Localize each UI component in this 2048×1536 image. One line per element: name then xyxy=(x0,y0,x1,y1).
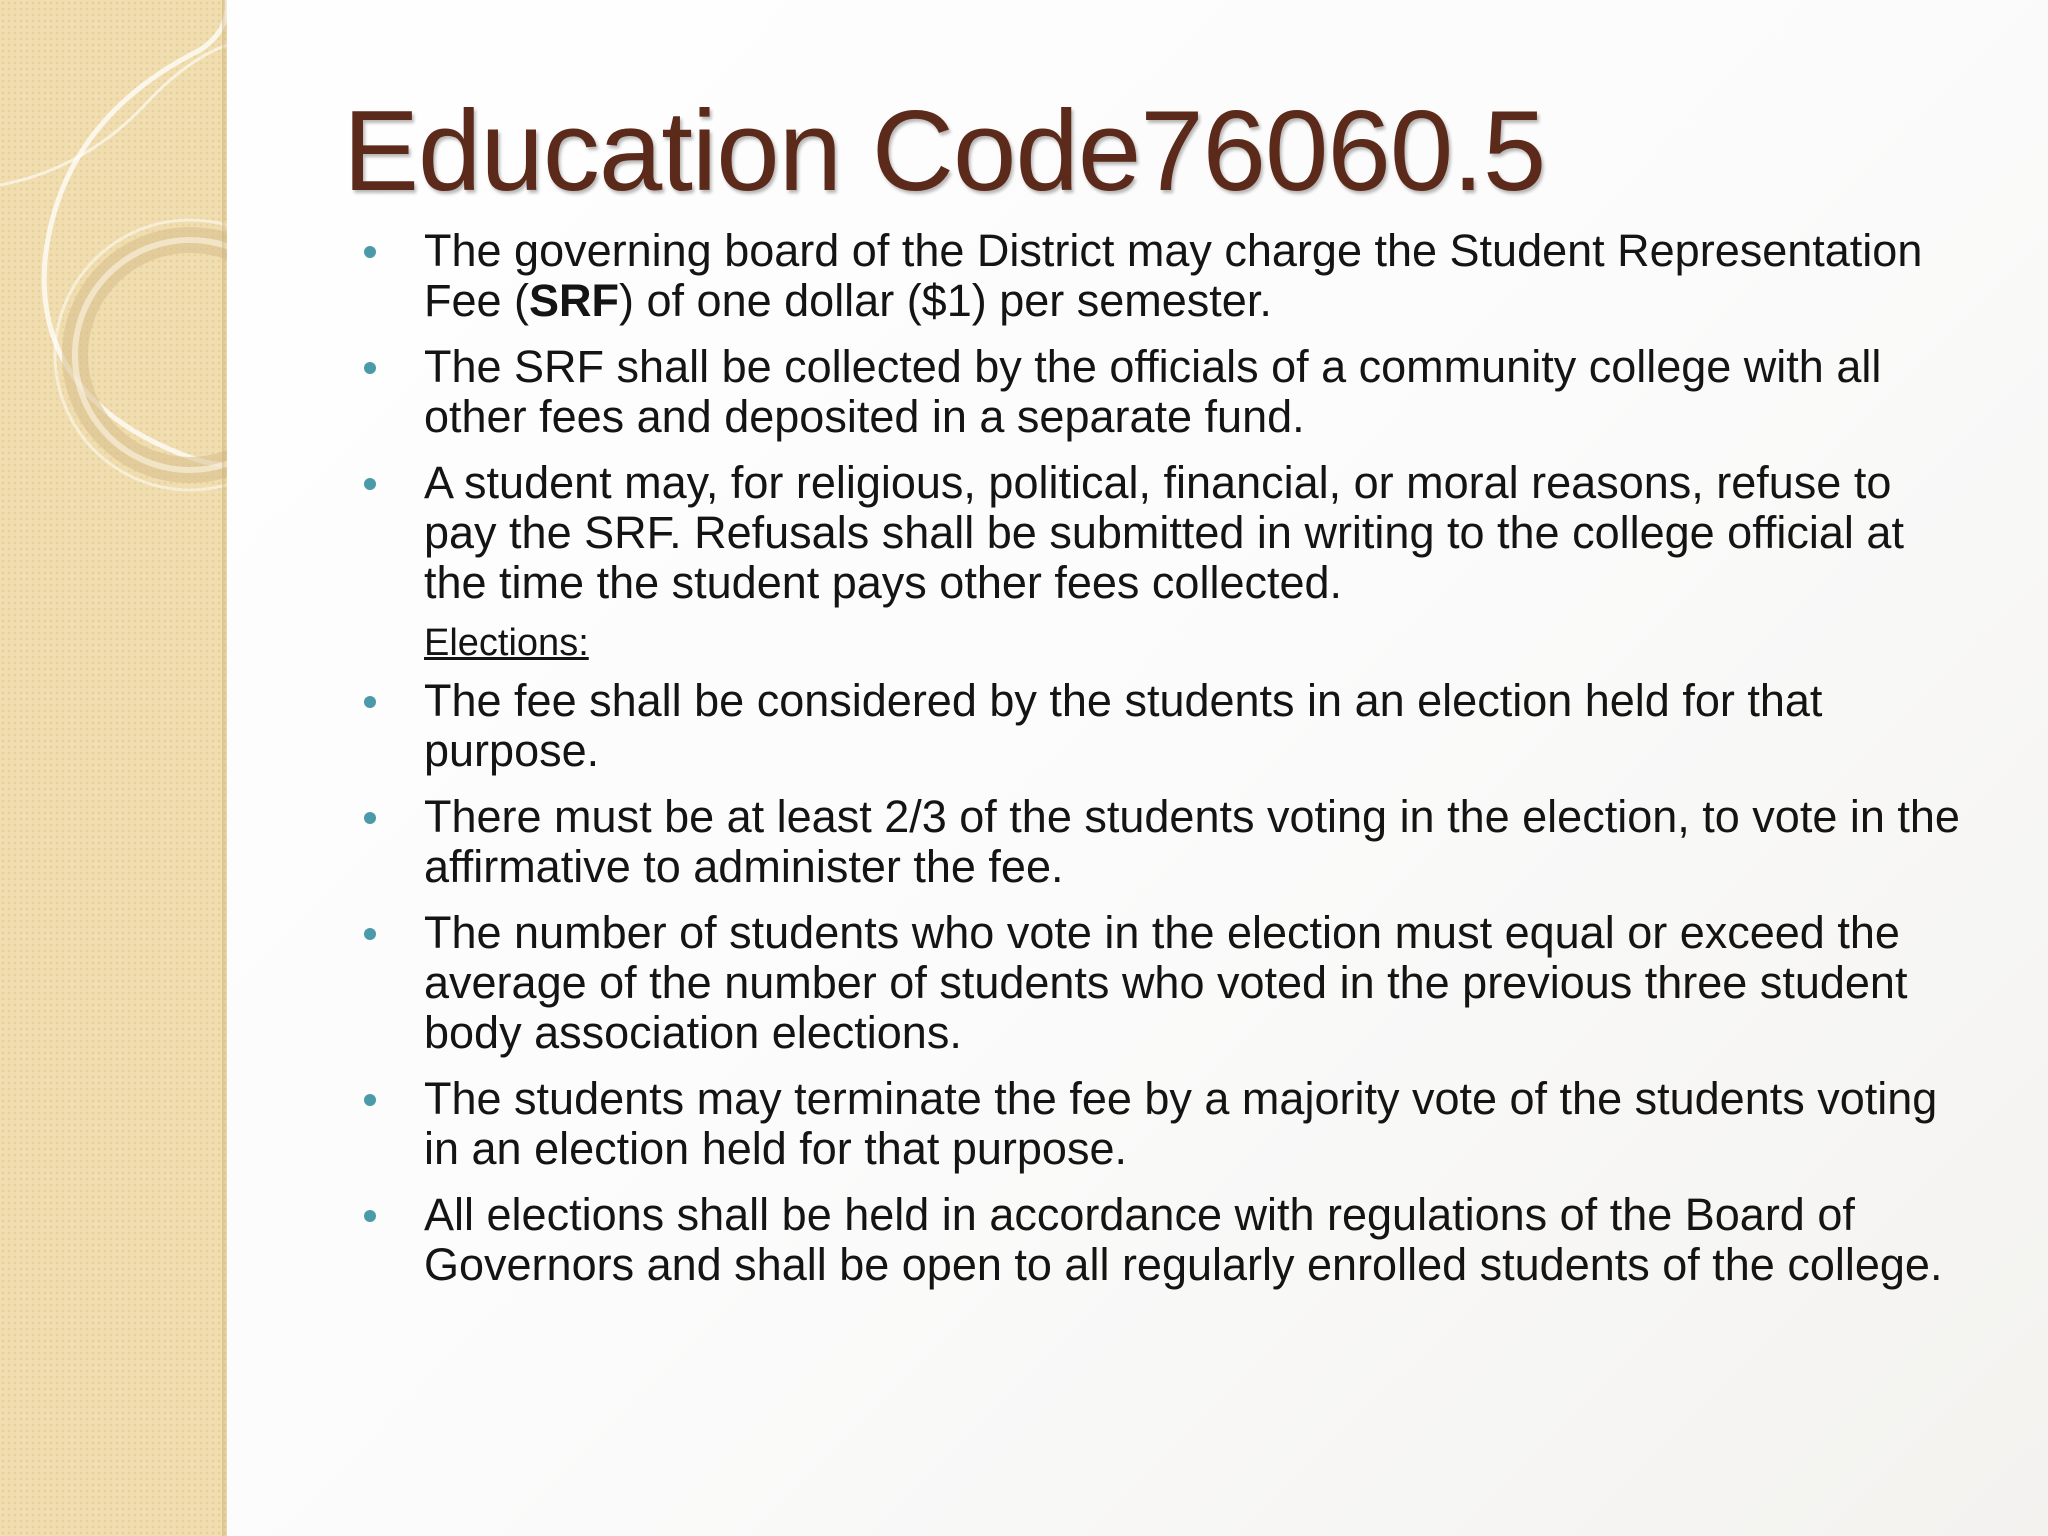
bullet-text: A student may, for religious, political, financial, or moral reasons, refuse to pay the SRF. Refusals shall be submitted in writing to the college official at the time the student pays other fees collected. xyxy=(424,457,1904,608)
bullet-text: The number of students who vote in the election must equal or exceed the average of the number of students who voted in the previous three student body association elections. xyxy=(424,907,1908,1058)
bullet-dot-icon xyxy=(364,478,376,490)
srf-bold-text: SRF xyxy=(529,275,620,326)
bullet-item-election-purpose xyxy=(360,676,1960,776)
bullet-dot-icon xyxy=(364,1210,376,1222)
bullet-text: The students may terminate the fee by a majority vote of the students voting in an election held for that purpose. xyxy=(424,1073,1938,1174)
bullet-text: All elections shall be held in accordance with regulations of the Board of Governors and shall be open to all regularly enrolled students of the college. xyxy=(424,1189,1943,1290)
bullet-item-turnout xyxy=(360,908,1960,1058)
bullet-text: The governing board of the District may charge the Student Representation Fee (SRF) of one dollar ($1) per semester. xyxy=(424,225,1923,326)
bullet-dot-icon xyxy=(364,362,376,374)
body-content xyxy=(360,226,1960,1306)
bullet-item-srf-refusal xyxy=(360,458,1960,608)
slide-title: Education Code76060.5 xyxy=(343,88,1546,215)
bullet-dot-icon xyxy=(364,812,376,824)
decorative-side-panel xyxy=(0,0,227,1536)
bullet-item-srf-charge xyxy=(360,226,1960,326)
side-panel-edge xyxy=(222,0,227,1536)
bullet-item-terminate-fee xyxy=(360,1074,1960,1174)
bullet-text: There must be at least 2/3 of the students voting in the election, to vote in the affirmative to administer the fee. xyxy=(424,791,1960,892)
decorative-rings-graphic xyxy=(0,0,227,1536)
bullet-dot-icon xyxy=(364,246,376,258)
bullet-text: The SRF shall be collected by the officials of a community college with all other fees and deposited in a separate fund. xyxy=(424,341,1882,442)
bullet-item-two-thirds-vote xyxy=(360,792,1960,892)
bullet-item-srf-collection xyxy=(360,342,1960,442)
bullet-dot-icon xyxy=(364,696,376,708)
bullet-dot-icon xyxy=(364,1094,376,1106)
bullet-text: The fee shall be considered by the students in an election held for that purpose. xyxy=(424,675,1823,776)
elections-subheading: Elections: xyxy=(424,622,589,664)
bullet-item-election-regulations xyxy=(360,1190,1960,1290)
bullet-dot-icon xyxy=(364,928,376,940)
